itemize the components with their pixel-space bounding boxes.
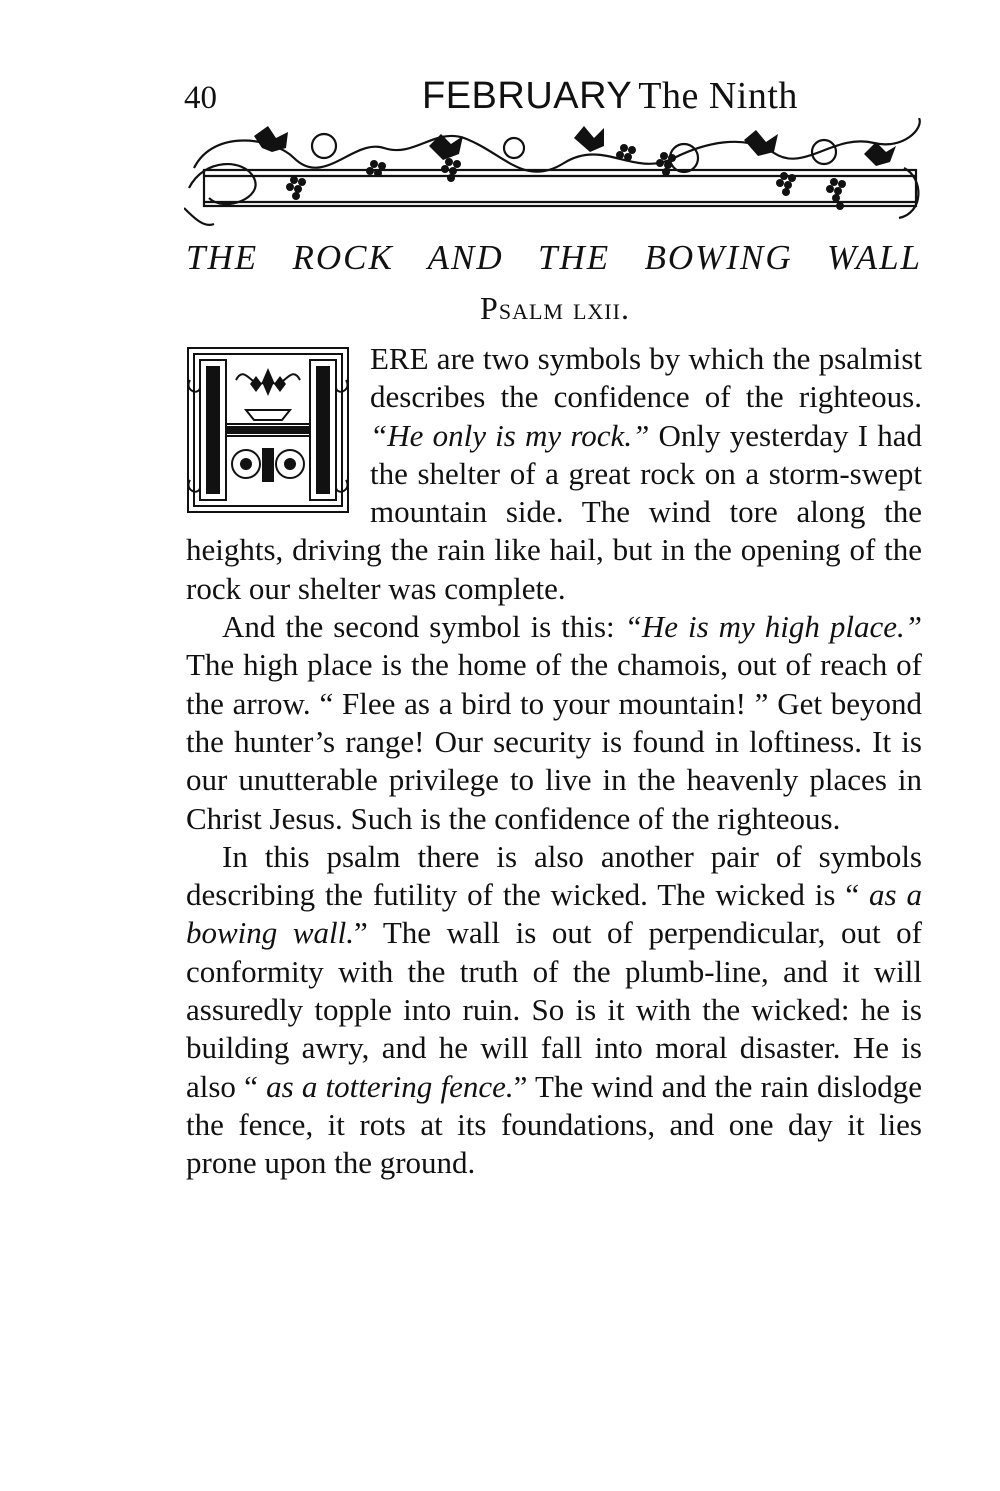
paragraph-2 [186, 608, 922, 838]
ornamental-drop-cap-icon [186, 340, 370, 514]
italic-quote: as a tottering fence. [266, 1068, 514, 1104]
running-head-day: The Ninth [638, 75, 798, 117]
psalm-reference: Psalm lxii. [480, 290, 630, 326]
segment: Only yesterday I had the shelter of a great rock on a storm-swept mountain side. The wind tore along the heights, driving the rain like hail, but in the opening of the rock our shelter was complete. [186, 417, 922, 606]
body-text [186, 340, 922, 1183]
page-title: THE ROCK AND THE BOWING WALL [186, 238, 922, 277]
running-head [422, 74, 798, 118]
italic-quote: “He is my high place.” [624, 609, 922, 645]
running-head-month: FEBRUARY [422, 75, 633, 117]
page-header [184, 74, 944, 118]
segment: And the second symbol is this: [222, 609, 625, 645]
grapevine-banner-icon [184, 118, 924, 228]
segment: ” The wind and the rain dislodge the fence, it rots at its foundations, and one day it lies prone upon the ground. [186, 1068, 923, 1181]
segment: In this psalm there is also another pair of symbols describing the futility of the wicked. The wicked is “ [186, 838, 922, 913]
italic-quote: as a bowing wall. [186, 877, 922, 951]
paragraph-3 [186, 838, 922, 1183]
segment: The high place is the home of the chamois, out of reach of the arrow. “ Flee as a bird to your mountain! ” Get beyond the hunter’s range! Our security is found in loftiness. It is our unutterable privilege to live in the heavenly places in Christ Jesus. Such is the confidence of the righteous. [186, 647, 922, 836]
page-number: 40 [184, 80, 217, 116]
segment: ” The wall is out of perpendicular, out of conformity with the truth of the plumb-line, and it will assuredly topple into ruin. So is it with the wicked: he is building awry, and he will fall into moral disaster. He is also “ [186, 915, 923, 1104]
segment: ERE are two symbols by which the psalmist describes the confidence of the righteous. [370, 341, 922, 415]
italic-quote: “He only is my rock.” [370, 417, 650, 453]
